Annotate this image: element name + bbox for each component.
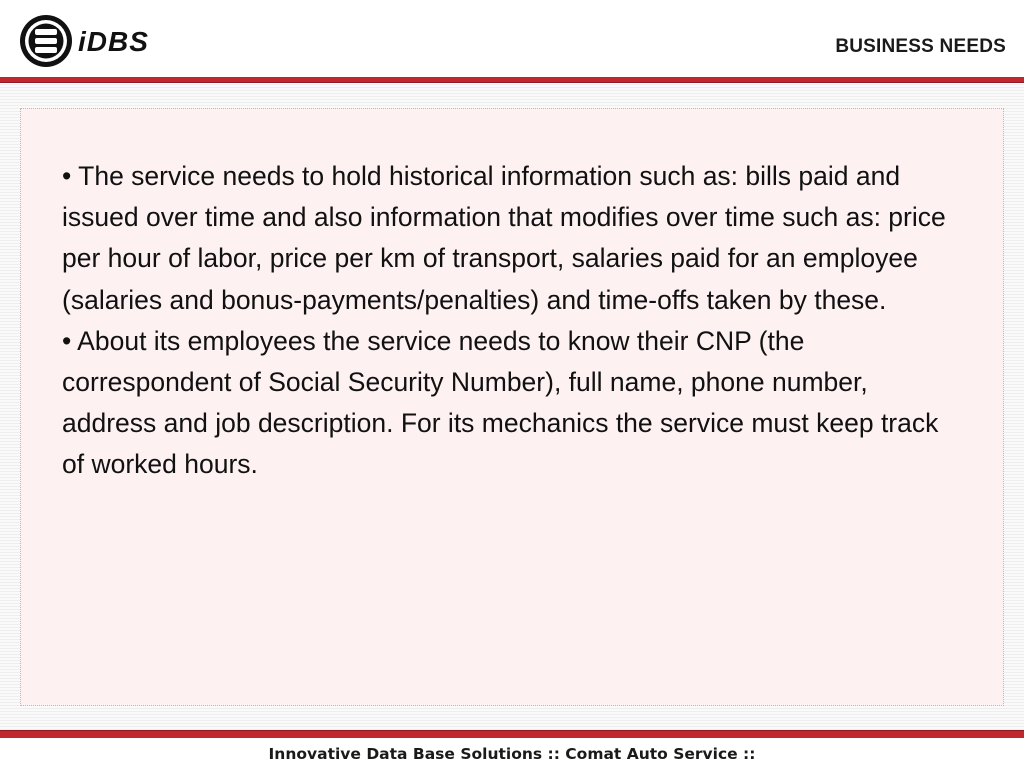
slide-header <box>0 0 1024 78</box>
bullet-item: • About its employees the service needs to know their CNP (the correspondent of Social Security Number), full name, phone number, address and job description. For its mechanics the service must keep track of worked hours. <box>62 325 939 480</box>
bullet-item: • The service needs to hold historical information such as: bills paid and issued over time and also information that modifies over time such as: price per hour of labor, price per km of transport, salaries paid for an employee (salaries and bonus-payments/penalties) and time-offs taken by these. <box>62 161 946 315</box>
idbs-logo <box>18 13 178 69</box>
logo-wordmark: iDBS <box>78 26 149 57</box>
footer-divider <box>0 730 1024 738</box>
header-divider <box>0 77 1024 83</box>
body-text <box>62 156 962 486</box>
database-icon <box>20 15 72 67</box>
footer-text: Innovative Data Base Solutions :: Comat Auto Service :: <box>268 745 756 763</box>
page-title: BUSINESS NEEDS <box>835 36 1006 57</box>
